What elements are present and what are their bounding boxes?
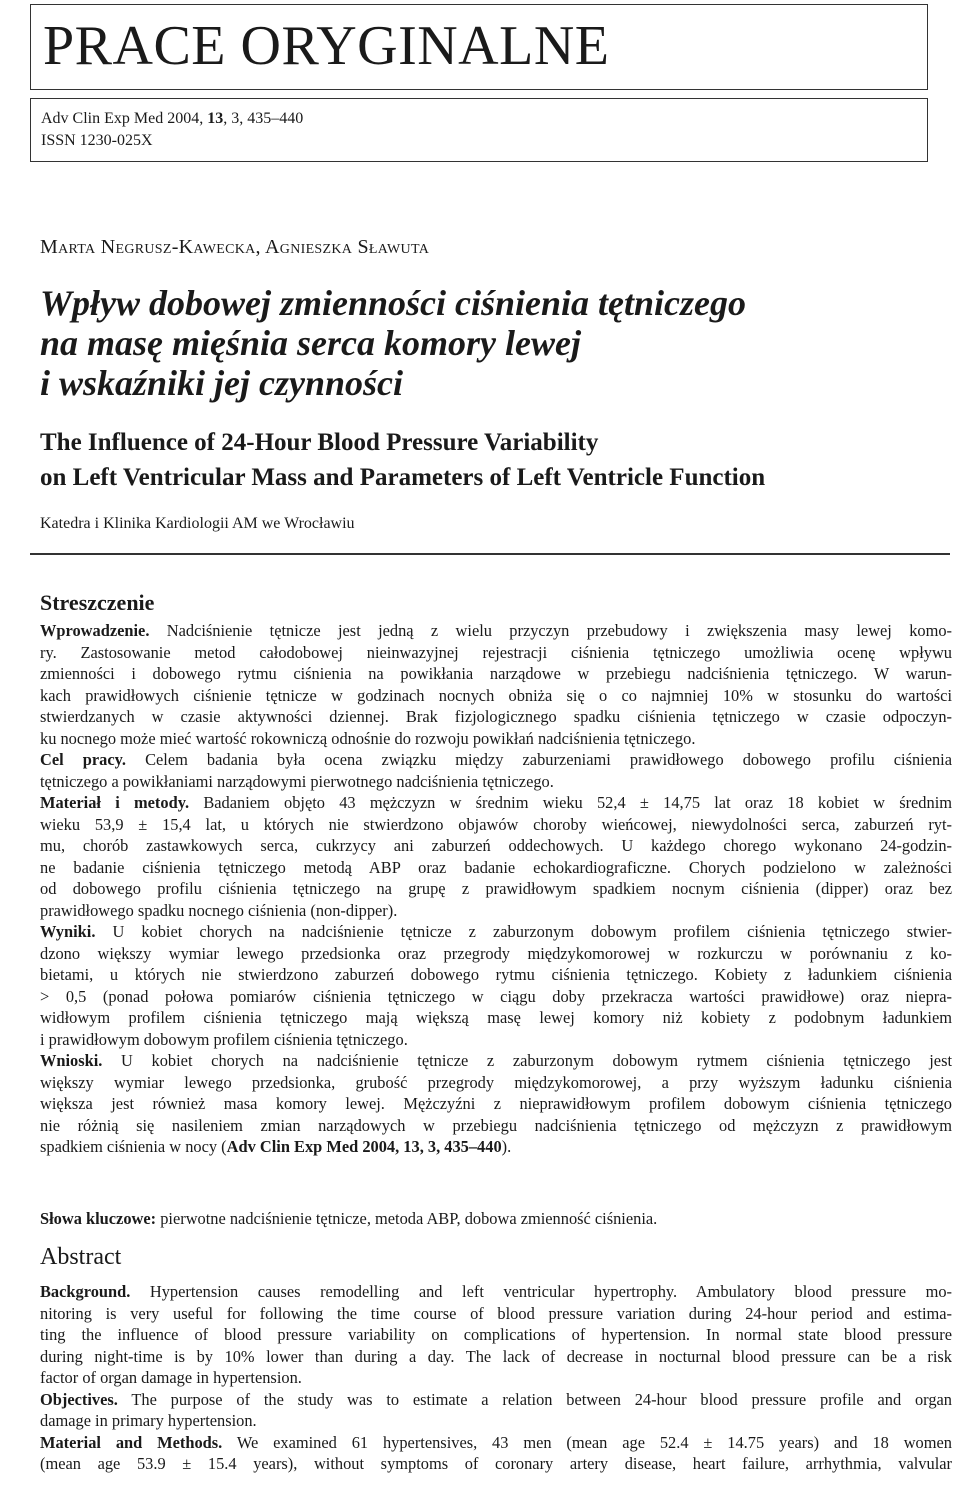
line-text: We examined 61 hypertensives, 43 men (mean age 52.4 ± 14.75 years) and 18 women (222, 1432, 952, 1452)
text-line (40, 878, 952, 900)
line-text: Celem badania była ocena związku między zaburzeniami prawidłowego dobowego profilu ciśnienia (126, 750, 952, 769)
line-text: damage in primary hypertension. (40, 1411, 257, 1430)
line-text: kach prawidłowych ciśnienie tętnicze w godzinach nocnych obniża się o co najmniej 10% w stosunku do wartości (40, 685, 952, 705)
text-line (40, 1346, 952, 1368)
line-text: ry. Zastosowanie metod całodobowej nieinwazyjnej rejestracji ciśnienia tętniczego umożliwia ocenę wpływu (40, 642, 952, 662)
text-line (40, 1281, 952, 1303)
line-text: Nadciśnienie tętnicze jest jedną z wielu przyczyn przebudowy i zwiększenia masy lewej komo- (149, 621, 952, 640)
line-text: bietami, u których nie stwierdzono zaburzeń dobowego rytmu ciśnienia tętniczego. Kobiety z ładunkiem ciśnienia (40, 965, 952, 984)
line-text: od dobowego profilu ciśnienia tętniczego na grupę z prawidłowym spadkiem nocnym ciśnienia (dipper) oraz bez (40, 879, 952, 898)
text-line (40, 986, 952, 1008)
text-line (40, 1007, 952, 1029)
line-text: ting the influence of blood pressure variability on complications of hypertension. In normal state blood pressure (40, 1325, 952, 1344)
keywords-label: Słowa kluczowe: (40, 1209, 157, 1228)
paragraph-lead: Wyniki. (40, 922, 96, 941)
text-line (40, 771, 952, 793)
text-line (40, 792, 952, 814)
line-text: U kobiet chorych na nadciśnienie tętnicze z zaburzonym dobowym rytmem ciśnienia tętniczego jest (102, 1051, 952, 1070)
abstract-body (40, 1281, 952, 1475)
line-text: prawidłowego spadku nocnego ciśnienia (non-dipper). (40, 900, 398, 920)
text-line (40, 1303, 952, 1325)
line-text: Hypertension causes remodelling and left ventricular hypertrophy. Ambulatory blood pressure mo- (130, 1282, 952, 1301)
text-line (40, 835, 952, 857)
paragraph-lead: Materiał i metody. (40, 793, 190, 812)
text-line (40, 1136, 952, 1158)
text-line (40, 814, 952, 836)
line-text: during night-time is by 10% lower than during a day. The lack of decrease in nocturnal blood pressure can be a risk (40, 1346, 952, 1366)
paragraph-lead: Wprowadzenie. (40, 621, 150, 640)
citation-journal: Adv Clin Exp Med 2004, (41, 110, 208, 127)
title-polish-line: na masę mięśnia serca komory lewej (40, 323, 581, 363)
line-text: większa jest również masa komory lewej. Mężczyźni z nieprawidłowym profilem dobowym ciśnienia tętniczego (40, 1094, 952, 1113)
citation-ref: Adv Clin Exp Med 2004, 13, 3, 435–440 (226, 1137, 502, 1156)
line-text: Badaniem objęto 43 mężczyzn w średnim wieku 52,4 ± 14,75 lat oraz 18 kobiet w średnim (189, 793, 953, 812)
affiliation: Katedra i Klinika Kardiologii AM we Wrocławiu (40, 515, 355, 532)
text-line (40, 1029, 952, 1051)
text-line (40, 1453, 952, 1475)
text-line (40, 728, 952, 750)
text-line (40, 1410, 952, 1432)
line-text: ne badanie ciśnienia tętniczego metodą ABP oraz badanie echokardiograficzne. Chorych podzielono w zależności (40, 857, 952, 877)
title-english-line: on Left Ventricular Mass and Parameters of Left Ventricle Function (40, 464, 766, 491)
paragraph-lead: Background. (40, 1282, 131, 1301)
text-line (40, 685, 952, 707)
title-polish-line: Wpływ dobowej zmienności ciśnienia tętniczego (40, 283, 747, 323)
text-line (40, 663, 952, 685)
paragraph-lead: Wnioski. (40, 1051, 103, 1070)
text-line (40, 642, 952, 664)
text-line (40, 921, 952, 943)
line-text: mu, chorób zastawkowych serca, cukrzycy ani zaburzeń oddechowych. U każdego chorego wykonano 24-godzin- (40, 836, 952, 855)
text-line (40, 1093, 952, 1115)
line-text: factor of organ damage in hypertension. (40, 1368, 302, 1387)
section-title: PRACE ORYGINALNE (43, 15, 610, 77)
title-polish (40, 283, 746, 403)
text-line (40, 900, 952, 922)
streszczenie-heading: Streszczenie (40, 590, 155, 615)
citation-box (30, 98, 928, 162)
line-text: The purpose of the study was to estimate a relation between 24-hour blood pressure profile and organ (117, 1389, 952, 1409)
line-text: U kobiet chorych na nadciśnienie tętnicze z zaburzonym dobowym profilem ciśnienia tętniczego stwier- (95, 922, 952, 941)
divider-rule (30, 553, 950, 555)
citation-line-1 (41, 109, 303, 129)
paragraph-lead: Cel pracy. (40, 750, 126, 769)
title-english-line: The Influence of 24-Hour Blood Pressure Variability (40, 429, 599, 456)
keywords (40, 1208, 952, 1230)
citation-pages: , 3, 435–440 (223, 110, 304, 127)
text-line (40, 1432, 952, 1454)
line-text: > 0,5 (ponad połowa pomiarów ciśnienia tętniczego w ciągu doby przekracza wartości prawidłowe) oraz niepra- (40, 986, 952, 1006)
line-text: tętniczego a powikłaniami narządowymi pierwotnego nadciśnienia tętniczego. (40, 771, 554, 791)
line-text: większy wymiar lewego przedsionka, grubość przegrody międzykomorowej, a przy wyższym ładunku ciśnienia (40, 1072, 952, 1092)
text-line (40, 1389, 952, 1411)
line-text: wieku 53,9 ± 15,4 lat, u których nie stwierdzono objawów choroby wieńcowej, niewydolności serca, zaburzeń ryt- (40, 814, 952, 834)
authors: Marta Negrusz-Kawecka, Agnieszka Sławuta (40, 236, 430, 258)
paragraph-lead: Objectives. (40, 1389, 118, 1409)
text-line (40, 1115, 952, 1137)
text-line (40, 1324, 952, 1346)
line-text: nie różnią się nasileniem zmian narządowych w przebiegu nadciśnienia tętniczego od mężczyzn z prawidłowym (40, 1115, 952, 1135)
text-line (40, 964, 952, 986)
line-tail: ). (501, 1137, 512, 1156)
text-line (40, 706, 952, 728)
line-text: dzono większy wymiar lewego przedsionka oraz przegrody międzykomorowej w rozkurczu w porównaniu z ko- (40, 943, 952, 963)
line-text: widłowym profilem ciśnienia tętniczego mają większą masę lewej komory niż kobiety z podobnym ładunkiem (40, 1008, 952, 1027)
text-line (40, 943, 952, 965)
line-text: zmienności i dobowego rytmu ciśnienia na powikłania narządowe w przebiegu nadciśnienia tętniczego. W warun- (40, 664, 952, 683)
abstract-heading: Abstract (40, 1244, 122, 1270)
paragraph-lead: Material and Methods. (40, 1432, 223, 1452)
line-text: ku nocnego może mieć wartość rokowniczą odnośnie do rozwoju powikłań nadciśnienia tętniczego. (40, 728, 696, 748)
text-line (40, 1050, 952, 1072)
line-text: nitoring is very useful for following the time course of blood pressure variation during 24-hour period and estima- (40, 1303, 952, 1323)
line-text: spadkiem ciśnienia w nocy ( (40, 1137, 227, 1156)
streszczenie-body (40, 620, 952, 1158)
keywords-text: pierwotne nadciśnienie tętnicze, metoda ABP, dobowa zmienność ciśnienia. (156, 1209, 658, 1228)
text-line (40, 857, 952, 879)
citation-issn: ISSN 1230-025X (41, 132, 153, 149)
citation-volume: 13 (207, 110, 224, 127)
title-english (40, 425, 765, 495)
line-text: stwierdzanych w czasie aktywności dziennej. Brak fizjologicznego spadku ciśnienia tętniczego w czasie odpoczyn- (40, 707, 952, 726)
text-line (40, 1072, 952, 1094)
text-line (40, 620, 952, 642)
section-header-box (30, 4, 928, 90)
line-text: i prawidłowym dobowym profilem ciśnienia tętniczego. (40, 1029, 408, 1049)
text-line (40, 1367, 952, 1389)
title-polish-line: i wskaźniki jej czynności (40, 363, 404, 403)
text-line (40, 749, 952, 771)
line-text: (mean age 53.9 ± 15.4 years), without symptoms of coronary artery disease, heart failure, arrhythmia, valvular (40, 1454, 952, 1473)
